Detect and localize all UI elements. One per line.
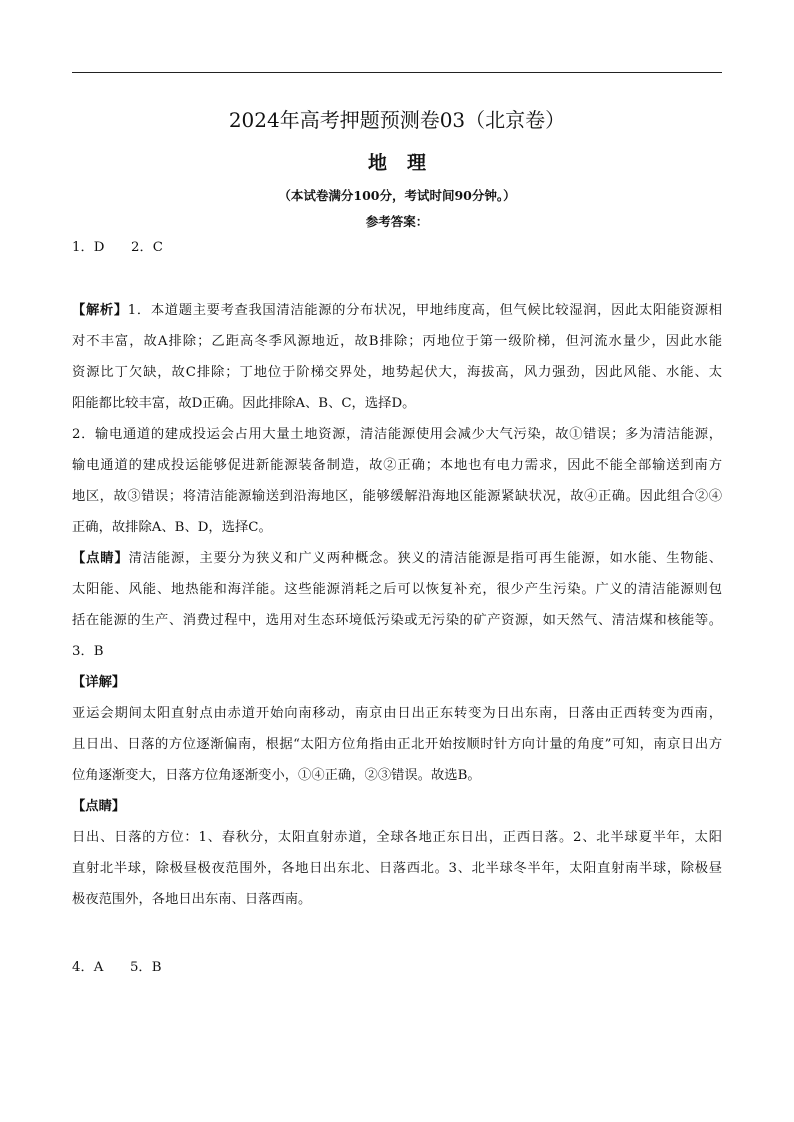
body-line <box>72 299 722 318</box>
exam-note: （本试卷满分100分，考试时间90分钟。） <box>278 188 516 203</box>
body-line: 资源比丁欠缺，故C排除；丁地位于阶梯交界处，地势起伏大，海拔高，风力强劲，因此风能、水能、太 <box>72 365 722 380</box>
body-line: 极夜范围外，各地日出东南、日落西南。 <box>72 892 312 907</box>
body-line: 正确，故排除A、B、D，选择C。 <box>72 520 272 535</box>
body-line: 亚运会期间太阳直射点由赤道开始向南移动，南京由日出正东转变为日出东南，日落由正西转变为西南， <box>72 706 722 721</box>
body-line: 地区，故③错误；将清洁能源输送到沿海地区，能够缓解沿海地区能源紧缺状况，故④正确。因此组合②④ <box>72 489 722 504</box>
body-line: 对不丰富，故A排除；乙距高冬季风源地近，故B排除；丙地位于第一级阶梯，但河流水量少，因此水能 <box>72 334 722 349</box>
page-title: 2024年高考押题预测卷03（北京卷） <box>228 108 566 132</box>
body-line <box>72 547 722 566</box>
body-line: 位角逐渐变大，日落方位角逐渐变小，①④正确，②③错误。故选B。 <box>72 768 481 783</box>
body-text: 1．本道题主要考查我国清洁能源的分布状况，甲地纬度高，但气候比较湿润，因此太阳能资源相 <box>127 303 723 318</box>
body-line: 括在能源的生产、消费过程中，选用对生态环境低污染或无污染的矿产资源，如天然气、清洁煤和核能等。 <box>72 613 722 628</box>
body-line: 直射北半球，除极昼极夜范围外，各地日出东北、日落西北。3、北半球冬半年，太阳直射南半球，除极昼 <box>72 861 722 876</box>
body-line: 日出、日落的方位：1、春秋分，太阳直射赤道，全球各地正东日出，正西日落。2、北半球夏半年，太阳 <box>72 830 722 845</box>
body-line: 太阳能、风能、地热能和海洋能。这些能源消耗之后可以恢复补充，很少产生污染。广义的清洁能源则包 <box>72 582 722 597</box>
body-line: 阳能都比较丰富，故D正确。因此排除A、B、C，选择D。 <box>72 396 416 411</box>
answer-line-1-2: 1．D 2．C <box>72 240 163 255</box>
answer-line-3: 3．B <box>72 644 104 659</box>
answers-label: 参考答案： <box>365 214 429 229</box>
tag-dianjing: 【点睛】 <box>72 551 129 566</box>
tag-jiexi: 【解析】 <box>72 303 128 318</box>
tag-dianjing: 【点睛】 <box>72 799 126 814</box>
body-line: 输电通道的建成投运能够促进新能源装备制造，故②正确；本地也有电力需求，因此不能全部输送到南方 <box>72 458 722 473</box>
answer-line-4-5: 4．A 5．B <box>72 960 162 975</box>
body-line: 且日出、日落的方位逐渐偏南，根据“太阳方位角指由正北开始按顺时针方向计量的角度”可知，南京日出方 <box>72 737 722 752</box>
subject-title: 地理 <box>367 152 446 174</box>
tag-xiangjie: 【详解】 <box>72 675 126 690</box>
body-text: 清洁能源，主要分为狭义和广义两种概念。狭义的清洁能源是指可再生能源，如水能、生物能、 <box>128 551 723 566</box>
body-line: 2．输电通道的建成投运会占用大量土地资源，清洁能源使用会减少大气污染，故①错误；多为清洁能源， <box>72 427 722 442</box>
header-rule <box>72 72 722 73</box>
